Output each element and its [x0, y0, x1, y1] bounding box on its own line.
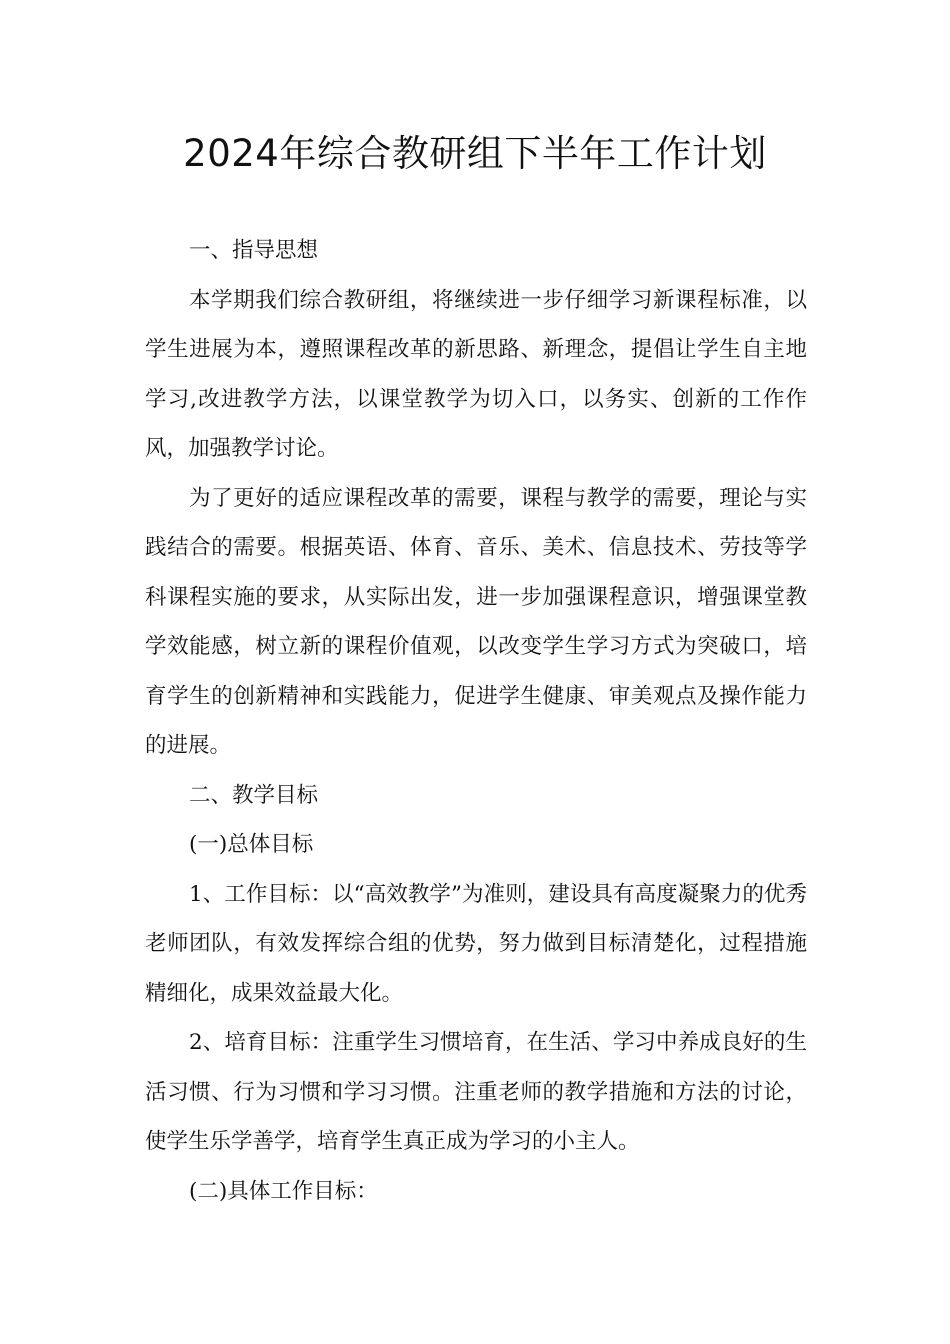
paragraph-work-goal: 1、工作目标：以“高效教学”为准则，建设具有高度凝聚力的优秀老师团队，有效发挥综合组的优势，努力做到目标清楚化，过程措施精细化，成果效益最大化。 [145, 881, 807, 1006]
subheading-specific-goals: (二)具体工作目标： [189, 1178, 378, 1204]
section-heading-guiding-ideology: 一、指导思想 [189, 238, 319, 263]
document-title: 2024年综合教研组下半年工作计划 [183, 132, 767, 175]
paragraph-cultivation-goal: 2、培育目标：注重学生习惯培育，在生活、学习中养成良好的生活习惯、行为习惯和学习习惯。注重老师的教学措施和方法的讨论，使学生乐学善学，培育学生真正成为学习的小主人。 [145, 1030, 807, 1154]
paragraph-curriculum-reform: 为了更好的适应课程改革的需要，课程与教学的需要，理论与实践结合的需要。根据英语、体育、音乐、美术、信息技术、劳技等学科课程实施的要求，从实际出发，进一步加强课程意识，增强课堂教学效能感，树立新的课程价值观，以改变学生学习方式为突破口，培育学生的创新精神和实践能力，促进学生健康、审美观点及操作能力的进展。 [145, 485, 807, 758]
subheading-overall-goals: (一)总体目标 [189, 832, 314, 857]
paragraph-guiding-ideology: 本学期我们综合教研组，将继续进一步仔细学习新课程标准，以学生进展为本，遵照课程改革的新思路、新理念，提倡让学生自主地学习,改进教学方法，以课堂教学为切入口，以务实、创新的工作作风，加强教学讨论。 [145, 287, 807, 461]
section-heading-teaching-goals: 二、教学目标 [189, 782, 319, 808]
document-body [145, 226, 807, 1216]
